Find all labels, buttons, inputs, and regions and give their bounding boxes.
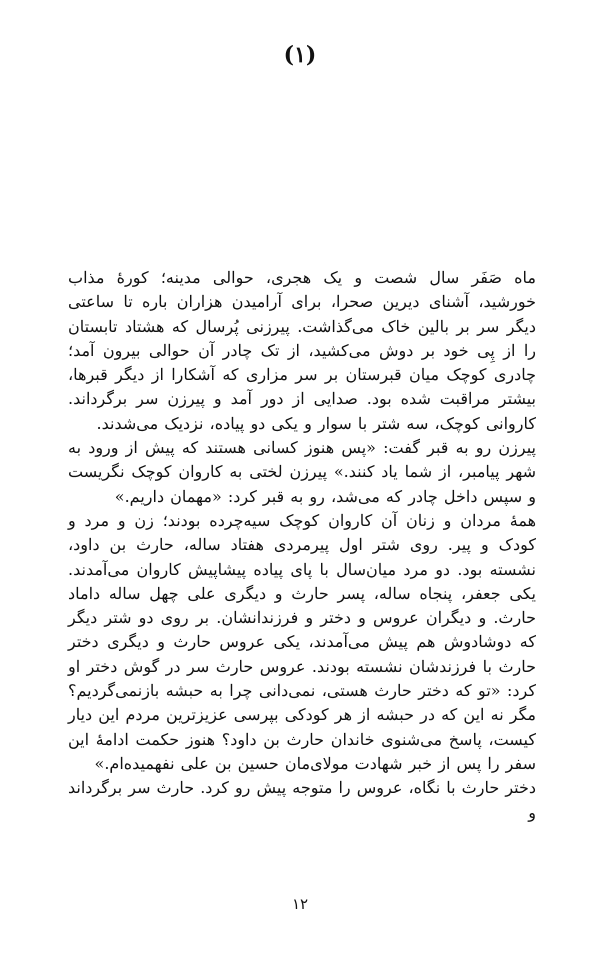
paragraph: همهٔ مردان و زنان آن کاروان کوچک سیه‌چرده بودند؛ زن و مرد و کودک و پیر. روی شتر اول پیرمردی هفتاد ساله، حارث بن داود، نشسته بود. دو مرد میان‌سال با پای پیاده پیشاپیش کاروان می‌آمدند. یکی جعفر، پنجاه ساله، پسر حارث و دیگری علی چهل ساله داماد حارث. و دیگران عروس و دختر و فرزندانشان. بر روی دو شتر دیگر که دوشادوش هم پیش می‌آمدند، یکی عروس حارث و دیگری دختر حارث با فرزندشان نشسته بودند. عروس حارث سر در گوش دختر او کرد: «تو که دختر حارث هستی، نمی‌دانی چرا به حبشه بازنمی‌گردیم؟ مگر نه این که در حبشه از هر کودکی بپرسی عزیزترین مردم این دیار کیست، پاسخ می‌شنوی خاندان حارث بن داود؟ هنوز حکمت ادامهٔ این سفر را پس از خبر شهادت مولای‌مان حسین بن علی نفهمیده‌ام.»	[68, 510, 536, 773]
chapter-number: (۱)	[283, 42, 317, 68]
paragraph: ماه صَفَر سال شصت و یک هجری، حوالی مدینه؛ کورهٔ مذاب خورشید، آشنای دیرین صحرا، برای آرامیدن هزاران باره تا ساعتی دیگر سر بر بالین خاک می‌گذاشت. پیرزنی پُرسال که هشتاد تابستان را از پِی خود بر دوش می‌کشید، از تک چادر آن حوالی بیرون آمد؛ چادری کوچک میان قبرستان بر سر مزاری که آشکارا از دیگر قبرها، بیشتر مراقبت شده بود. صدایی از دور آمد و پیرزن سر برگرداند. کاروانی کوچک، سه شتر با سوار و یکی دو پیاده، نزدیک می‌شدند.	[68, 268, 536, 433]
paragraph: پیرزن رو به قبر گفت: «پس هنوز کسانی هستند که پیش از ورود به شهر پیامبر، از شما یاد کنند.» پیرزن لختی به کاروان کوچک نگریست و سپس داخل چادر که می‌شد، رو به قبر کرد: «مهمان داریم.»	[68, 438, 536, 506]
body-text	[68, 266, 536, 825]
page-number: ۱۲	[291, 895, 309, 913]
paragraph: دختر حارث با نگاه، عروس را متوجه پیش رو کرد. حارث سر برگرداند و	[68, 778, 536, 822]
